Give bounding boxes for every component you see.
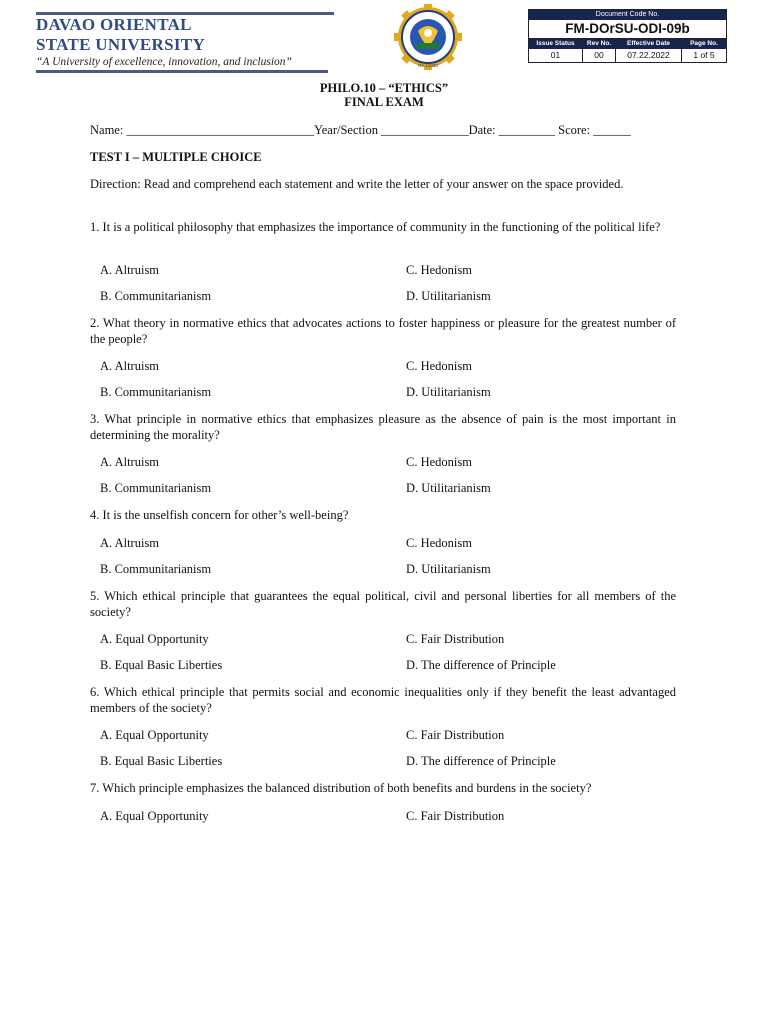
question-6-text: 6. Which ethical principle that permits social and economic inequalities only if they benefit the least advantaged members of the society? — [90, 685, 676, 715]
question-3-option-a: A. Altruism — [100, 455, 160, 469]
question-2-option-d: D. Utilitarianism — [406, 385, 491, 399]
question-5-option-a: A. Equal Opportunity — [100, 632, 209, 646]
exam-subtitle: FINAL EXAM — [344, 95, 424, 109]
question-1-option-a: A. Altruism — [100, 263, 160, 277]
issue-status-value: 01 — [529, 49, 583, 62]
question-6-option-c: C. Fair Distribution — [406, 728, 505, 742]
question-7-option-a: A. Equal Opportunity — [100, 809, 209, 823]
page-no-header: Page No. — [682, 39, 726, 49]
question-5-option-b: B. Equal Basic Liberties — [100, 658, 223, 672]
question-4-option-a: A. Altruism — [100, 536, 160, 550]
issue-status-header: Issue Status — [529, 39, 583, 49]
question-4-option-b: B. Communitarianism — [100, 562, 212, 576]
effective-date-header: Effective Date — [616, 39, 682, 49]
question-3-text: 3. What principle in normative ethics that emphasizes pleasure as the absence of pain is the most important in determining the morality? — [90, 412, 676, 442]
question-2-text: 2. What theory in normative ethics that advocates actions to foster happiness or pleasure for the greatest number of the people? — [90, 316, 676, 346]
effective-date-value: 07.22.2022 — [616, 49, 682, 62]
question-2-option-c: C. Hedonism — [406, 359, 472, 373]
student-info-line: Name: ______________________________Year/Section ______________Date: _________ Score: ______ — [90, 123, 631, 137]
header-rule-bottom — [36, 70, 328, 73]
question-1-option-c: C. Hedonism — [406, 263, 472, 277]
question-1-option-d: D. Utilitarianism — [406, 289, 491, 303]
rev-no-header: Rev No. — [583, 39, 616, 49]
question-7-option-c: C. Fair Distribution — [406, 809, 505, 823]
university-header — [36, 12, 334, 68]
directions-text: Direction: Read and comprehend each statement and write the letter of your answer on the space provided. — [90, 177, 624, 191]
question-3-option-c: C. Hedonism — [406, 455, 472, 469]
university-name-line1: DAVAO ORIENTAL — [36, 15, 192, 34]
question-4-text: 4. It is the unselfish concern for other’s well-being? — [90, 508, 349, 522]
question-5-option-d: D. The difference of Principle — [406, 658, 556, 672]
question-3-option-b: B. Communitarianism — [100, 481, 212, 495]
question-1-text: 1. It is a political philosophy that emphasizes the importance of community in the functioning of the political life? — [90, 220, 661, 234]
document-code-box — [528, 9, 727, 63]
question-6-option-b: B. Equal Basic Liberties — [100, 754, 223, 768]
university-seal-logo — [376, 4, 480, 70]
doc-code-caption: Document Code No. — [529, 10, 726, 20]
question-5-text: 5. Which ethical principle that guarantees the equal political, civil and personal liberties for all members of the society? — [90, 589, 676, 619]
doc-meta-value-row — [529, 49, 726, 62]
question-7-text: 7. Which principle emphasizes the balanced distribution of both benefits and burdens in the society? — [90, 781, 592, 795]
question-2-option-b: B. Communitarianism — [100, 385, 212, 399]
page-no-value: 1 of 5 — [693, 50, 715, 60]
exam-title: PHILO.10 – “ETHICS” — [319, 81, 449, 95]
question-3-option-d: D. Utilitarianism — [406, 481, 491, 495]
doc-code-value: FM-DOrSU-ODI-09b — [529, 20, 726, 39]
university-name-line2: STATE UNIVERSITY — [36, 35, 206, 54]
rev-no-value: 00 — [583, 49, 616, 62]
question-5-option-c: C. Fair Distribution — [406, 632, 505, 646]
section-heading: TEST I – MULTIPLE CHOICE — [90, 150, 262, 164]
doc-meta-header-row — [529, 39, 726, 49]
question-1-option-b: B. Communitarianism — [100, 289, 212, 303]
question-4-option-d: D. Utilitarianism — [406, 562, 491, 576]
question-2-option-a: A. Altruism — [100, 359, 160, 373]
question-6-option-a: A. Equal Opportunity — [100, 728, 209, 742]
university-tagline: “A University of excellence, innovation, and inclusion” — [36, 56, 292, 68]
question-4-option-c: C. Hedonism — [406, 536, 472, 550]
question-6-option-d: D. The difference of Principle — [406, 754, 556, 768]
svg-text:RA 11033: RA 11033 — [418, 63, 438, 68]
